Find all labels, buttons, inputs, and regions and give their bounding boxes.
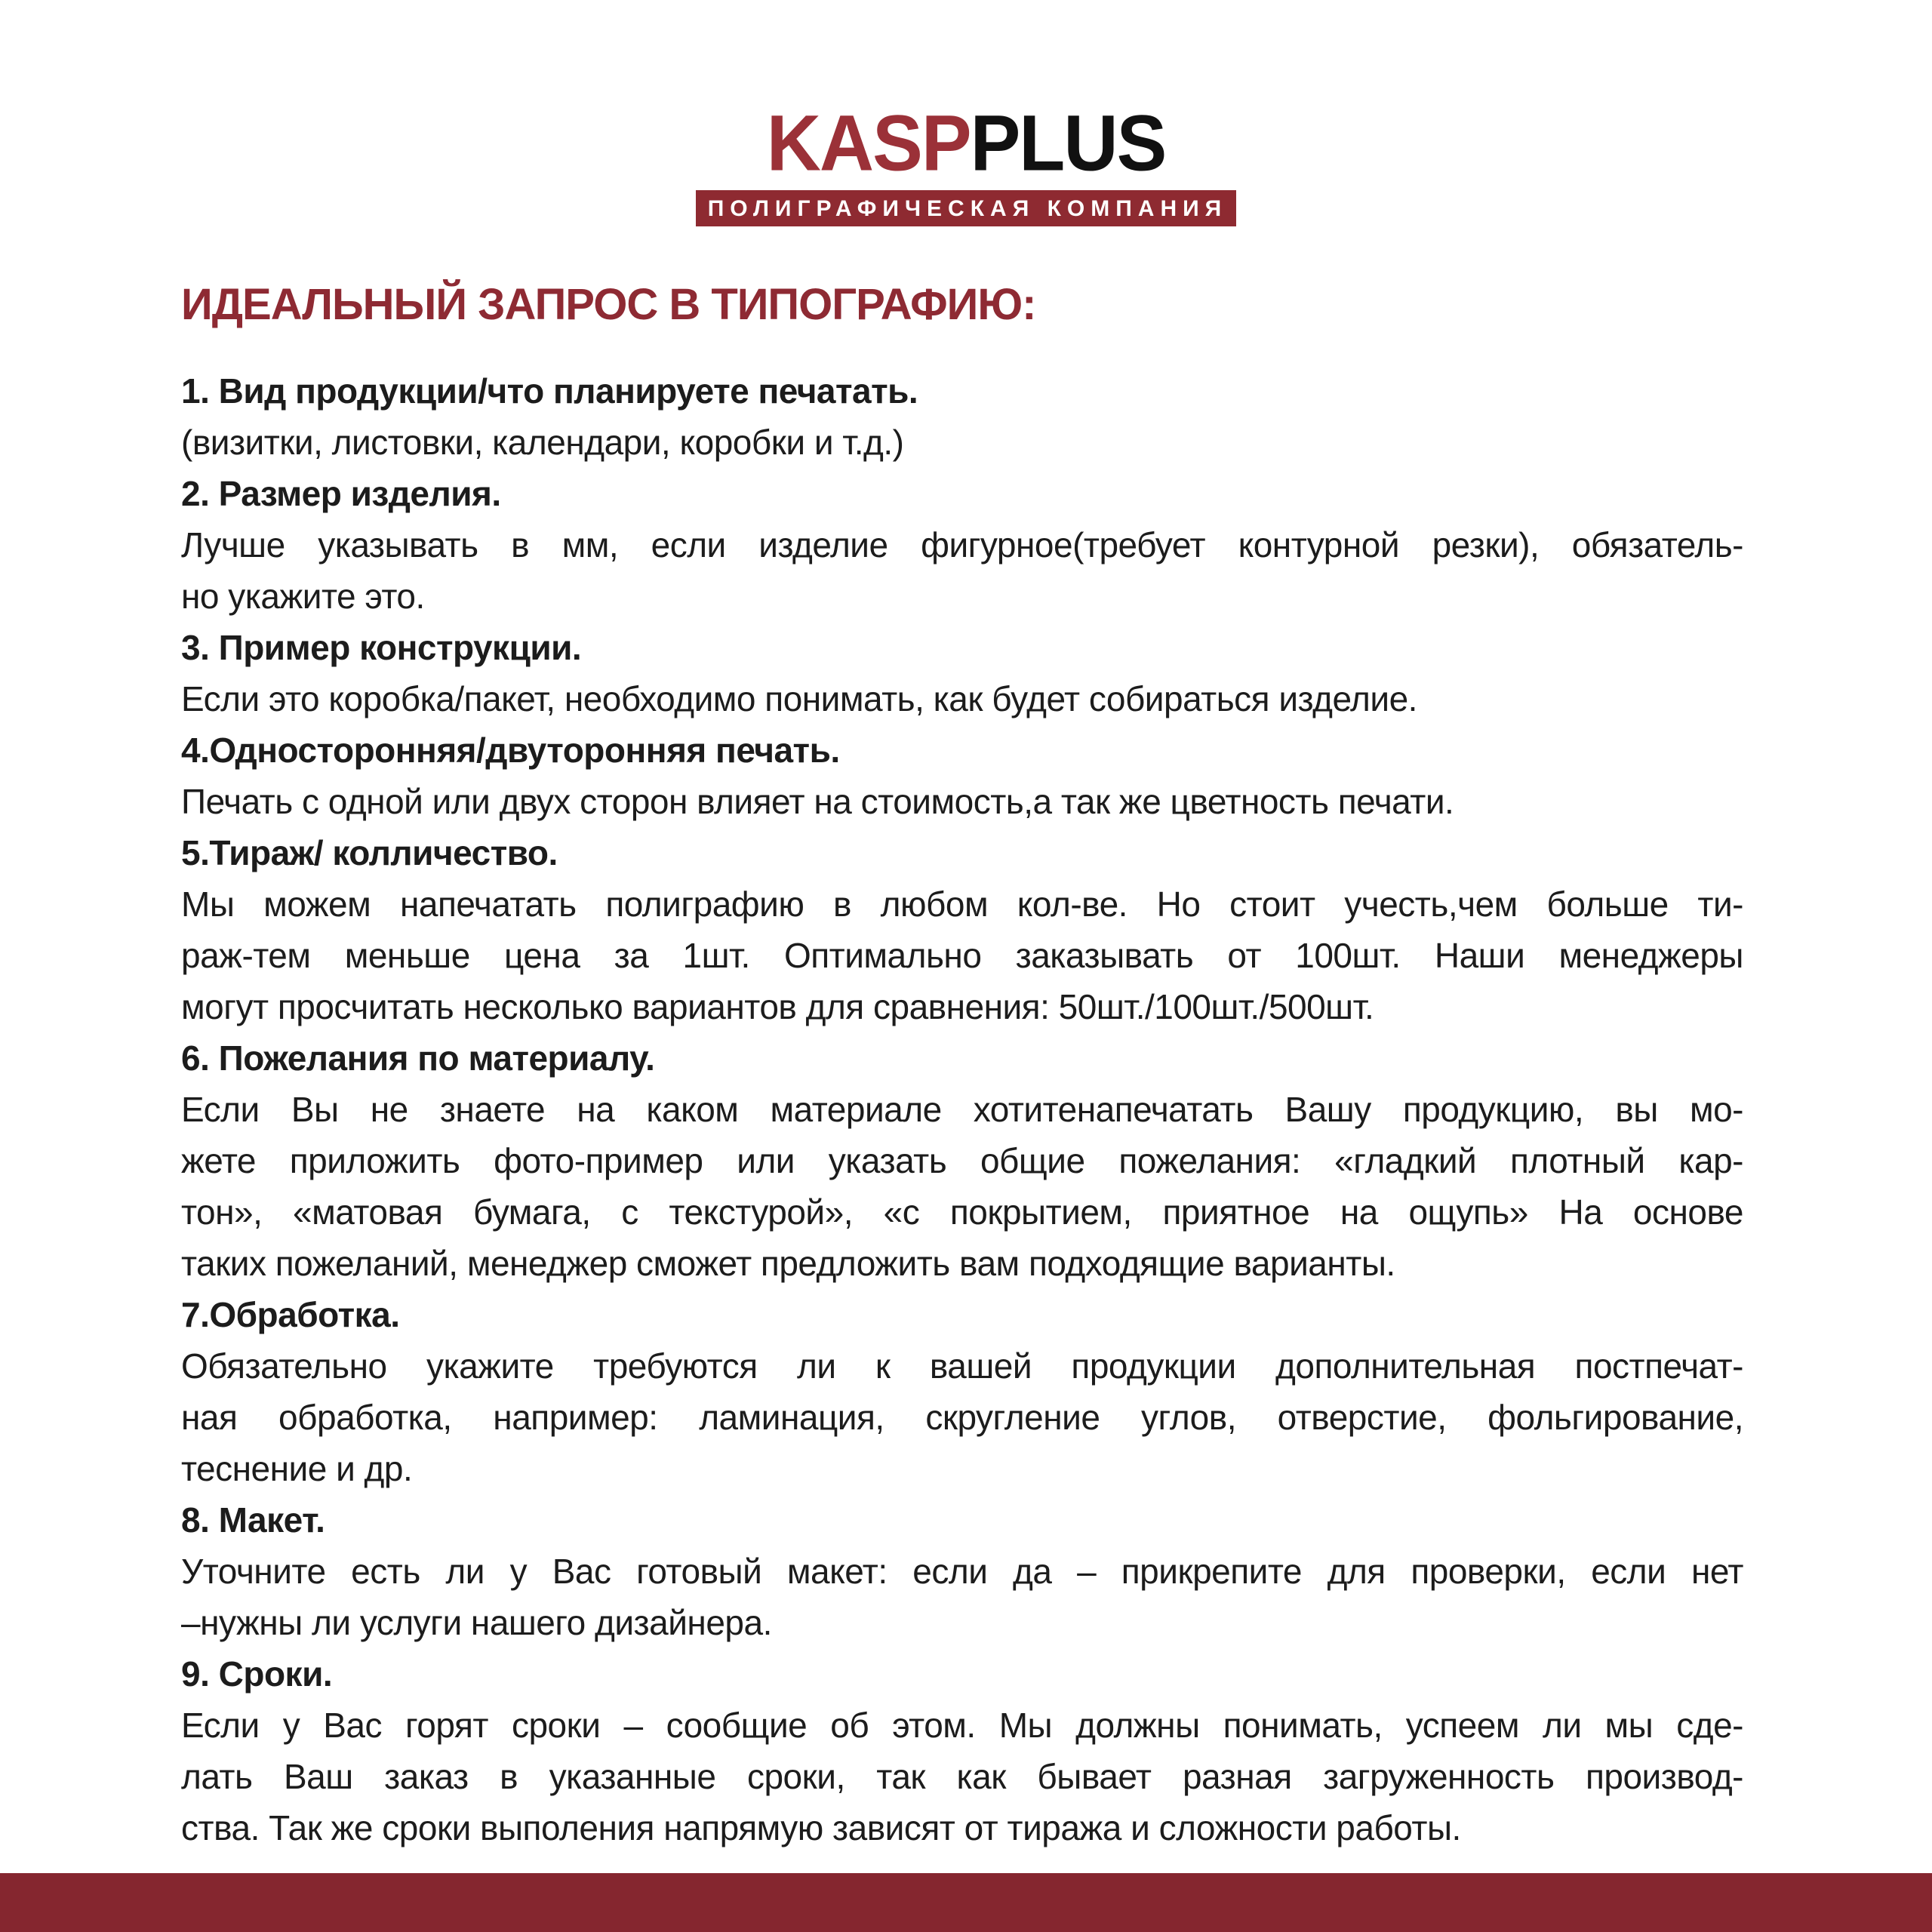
item-body-line: таких пожеланий, менеджер сможет предложить вам подходящие варианты. [181, 1244, 1395, 1283]
item-body-line: жете приложить фото-пример или указать общие пожелания: «гладкий плотный кар- [181, 1141, 1743, 1180]
logo-tagline-band [696, 190, 1237, 226]
item-title: 5.Тираж/ колличество. [181, 833, 558, 872]
item-title: 2. Размер изделия. [181, 474, 501, 513]
logo-wordmark [0, 99, 1932, 188]
item-title: 8. Макет. [181, 1500, 325, 1540]
item-body-line: могут просчитать несколько вариантов для сравнения: 50шт./100шт./500шт. [181, 987, 1374, 1026]
item-body-line: но укажите это. [181, 577, 425, 616]
item-body-line: Лучше указывать в мм, если изделие фигурное(требует контурной резки), обязатель- [181, 525, 1743, 565]
footer-bar [0, 1873, 1932, 1932]
company-logo [0, 0, 1932, 226]
item-title: 1. Вид продукции/что планируете печатать. [181, 371, 918, 411]
item-body-line: ная обработка, например: ламинация, скругление углов, отверстие, фольгирование, [181, 1398, 1743, 1437]
logo-wordmark-plus: PLUS [970, 99, 1166, 188]
item-body-line: раж-тем меньше цена за 1шт. Оптимально заказывать от 100шт. Наши менеджеры [181, 936, 1743, 975]
logo-wordmark-kasp: KASP [766, 99, 971, 188]
item-body-line: (визитки, листовки, календари, коробки и т.д.) [181, 423, 904, 462]
item-body-line: Если у Вас горят сроки – сообщие об этом. Мы должны понимать, успеем ли мы сде- [181, 1706, 1743, 1745]
item-body-line: Если Вы не знаете на каком материале хотитенапечатать Вашу продукцию, вы мо- [181, 1090, 1743, 1129]
item-title: 9. Сроки. [181, 1654, 333, 1694]
request-list [181, 365, 1743, 1854]
item-body-line: Обязательно укажите требуются ли к вашей продукции дополнительная постпечат- [181, 1346, 1743, 1386]
item-body-line: Если это коробка/пакет, необходимо понимать, как будет собираться изделие. [181, 679, 1417, 718]
item-title: 6. Пожелания по материалу. [181, 1038, 655, 1078]
logo-tagline: ПОЛИГРАФИЧЕСКАЯ КОМПАНИЯ [707, 196, 1228, 221]
item-body-line: ства. Так же сроки выполения напрямую зависят от тиража и сложности работы. [181, 1808, 1461, 1847]
item-body-line: тон», «матовая бумага, с текстурой», «с покрытием, приятное на ощупь» На основе [181, 1192, 1743, 1232]
page-title: ИДЕАЛЬНЫЙ ЗАПРОС В ТИПОГРАФИЮ: [181, 280, 1036, 329]
item-body-line: –нужны ли услуги нашего дизайнера. [181, 1603, 772, 1642]
item-body-line: Мы можем напечатать полиграфию в любом кол-ве. Но стоит учесть,чем больше ти- [181, 884, 1743, 924]
item-body-line: Уточните есть ли у Вас готовый макет: если да – прикрепите для проверки, если нет [181, 1552, 1743, 1591]
item-title: 7.Обработка. [181, 1295, 400, 1334]
item-body-line: Печать с одной или двух сторон влияет на стоимость,а так же цветность печати. [181, 782, 1454, 821]
item-title: 3. Пример конструкции. [181, 628, 582, 667]
item-body-line: теснение и др. [181, 1449, 413, 1488]
item-body-line: лать Ваш заказ в указанные сроки, так как бывает разная загруженность производ- [181, 1757, 1743, 1796]
item-title: 4.Односторонняя/двуторонняя печать. [181, 731, 840, 770]
